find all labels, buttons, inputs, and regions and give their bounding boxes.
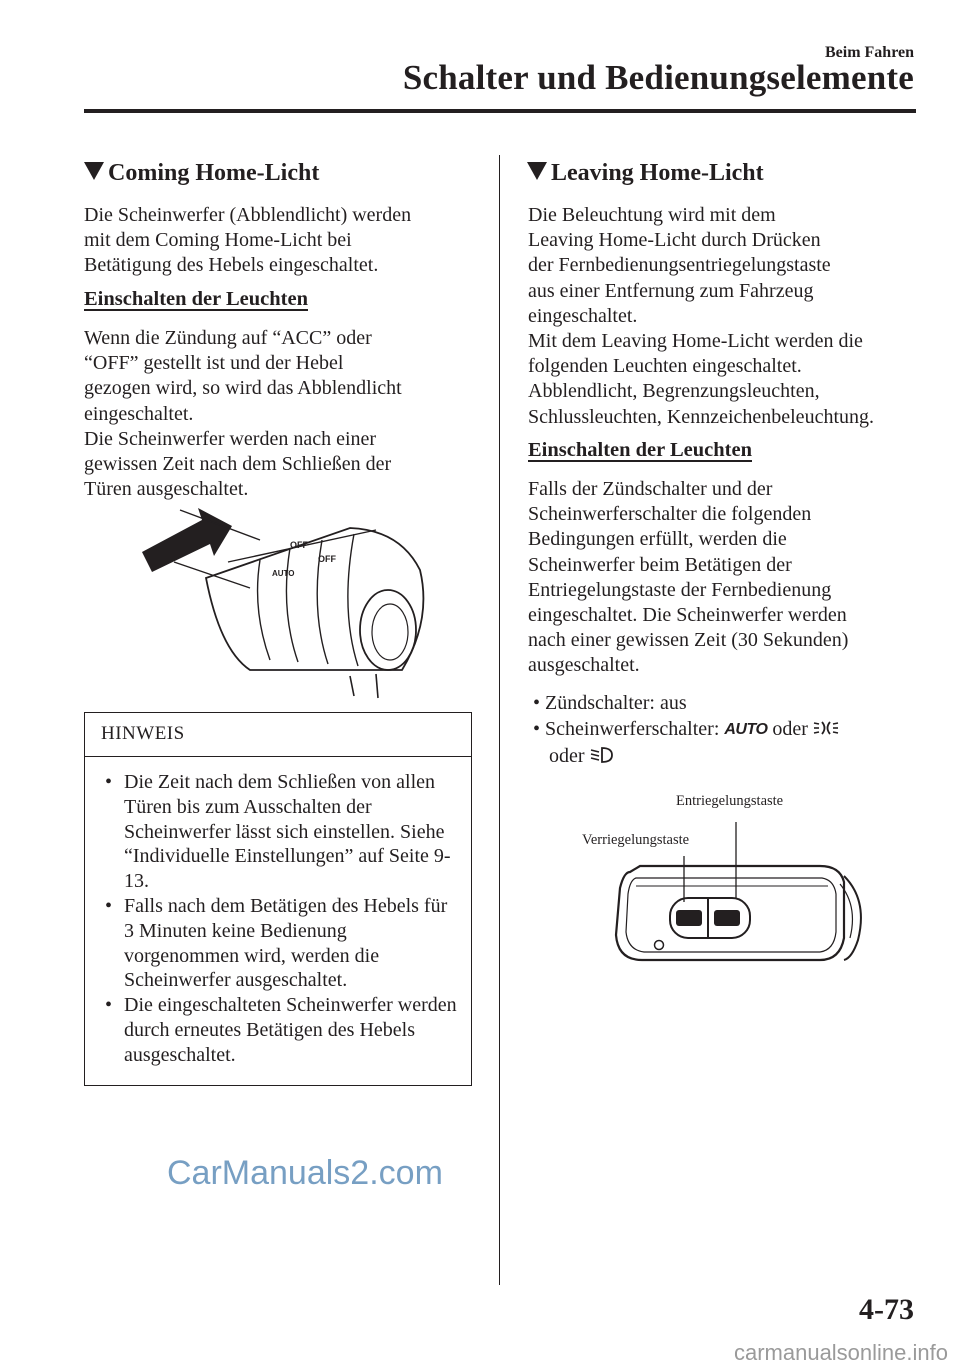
lever-label-off-2: OFF xyxy=(318,554,336,564)
condition-headlight-cont xyxy=(533,743,923,769)
pull-arrow-icon xyxy=(142,508,232,572)
page-number: 4-73 xyxy=(859,1293,914,1326)
coming-home-body: Wenn die Zündung auf “ACC” oder “OFF” gestellt ist und der Hebel gezogen wird, so wird das Abblendlicht eingeschaltet. Die Scheinwerfer werden nach einer gewissen Zeit nach dem Schließen der Türen ausgeschaltet. xyxy=(84,327,402,501)
low-beam-icon xyxy=(590,746,614,764)
bullet: • xyxy=(533,718,546,740)
lock-button-icon xyxy=(676,910,702,926)
bullet: • xyxy=(533,692,546,714)
unlock-button-icon xyxy=(714,910,740,926)
note-header xyxy=(85,713,471,757)
leaving-home-body: Falls der Zündschalter und der Scheinwerferschalter die folgenden Bedingungen erfüllt, werden die Scheinwerfer beim Betätigen der Entriegelungstaste der Fernbedienung eingeschaltet. Die Scheinwerfer werden nach einer gewissen Zeit (30 Sekunden) ausgeschaltet. xyxy=(528,478,849,677)
or-word: oder xyxy=(772,718,808,740)
condition-headlight xyxy=(533,716,923,743)
bullet: • xyxy=(105,771,113,793)
parking-light-icon xyxy=(813,719,839,737)
condition-headlight-prefix: Scheinwerferschalter: xyxy=(545,718,720,740)
heading-leaving-home xyxy=(527,160,764,187)
lever-label-off-1: OFF xyxy=(290,540,308,550)
bullet: • xyxy=(105,894,113,917)
auto-symbol-icon: AUTO xyxy=(724,721,768,738)
bullet: • xyxy=(105,994,113,1017)
conditions-list xyxy=(533,690,923,769)
condition-ignition xyxy=(533,690,923,716)
or-word: oder xyxy=(549,745,585,767)
note-item-text: Die Zeit nach dem Schließen von allen Türen bis zum Ausschalten der Scheinwerfer lässt sich einstellen. Siehe “Individuelle Einstellungen” auf Seite 9-13. xyxy=(124,771,451,893)
headlight-lever-illustration xyxy=(140,500,440,700)
note-list xyxy=(101,770,461,1068)
chapter-title: Schalter und Bedienungselemente xyxy=(402,58,914,97)
note-box xyxy=(84,712,472,1086)
lock-button-label: Verriegelungstaste xyxy=(582,832,690,848)
watermark-text: CarManuals2.com xyxy=(167,1154,443,1192)
note-title: HINWEIS xyxy=(101,723,185,744)
note-item xyxy=(101,770,461,894)
note-item-text: Die eingeschalteten Scheinwerfer werden durch erneutes Betätigen des Hebels ausgeschaltet. xyxy=(124,994,457,1066)
subheading-right: Einschalten der Leuchten xyxy=(528,439,752,461)
section-title: Beim Fahren xyxy=(824,44,914,61)
triangle-marker-icon xyxy=(84,162,104,180)
lever-label-auto: AUTO xyxy=(272,569,295,578)
coming-home-intro: Die Scheinwerfer (Abblendlicht) werden mit dem Coming Home-Licht bei Betätigung des Hebels eingeschaltet. xyxy=(84,204,412,277)
column-divider xyxy=(499,155,500,1285)
leaving-home-intro: Die Beleuchtung wird mit dem Leaving Home-Licht durch Drücken der Fernbedienungsentriegelungstaste aus einer Entfernung zum Fahrzeug eingeschaltet. Mit dem Leaving Home-Licht werden die folgenden Leuchten eingeschaltet. Abblendlicht, Begrenzungsleuchten, Schlussleuchten, Kennzeichenbeleuchtung. xyxy=(528,204,874,428)
header-rule xyxy=(84,109,916,113)
condition-ignition-text: Zündschalter: aus xyxy=(545,692,687,714)
heading-leaving-home-text: Leaving Home-Licht xyxy=(551,160,764,186)
indicator-light-icon xyxy=(655,941,664,950)
note-item xyxy=(101,894,461,993)
unlock-button-label: Entriegelungstaste xyxy=(676,793,784,809)
footer-site-watermark: carmanualsonline.info xyxy=(733,1340,948,1365)
note-item xyxy=(101,993,461,1067)
note-item-text: Falls nach dem Betätigen des Hebels für 3 Minuten keine Bedienung vorgenommen wird, werden die Scheinwerfer ausgeschaltet. xyxy=(124,894,448,992)
triangle-marker-icon xyxy=(527,162,547,180)
heading-coming-home-text: Coming Home-Licht xyxy=(108,160,320,186)
subheading-left: Einschalten der Leuchten xyxy=(84,288,308,310)
heading-coming-home xyxy=(84,160,319,187)
remote-key-illustration xyxy=(600,810,870,990)
